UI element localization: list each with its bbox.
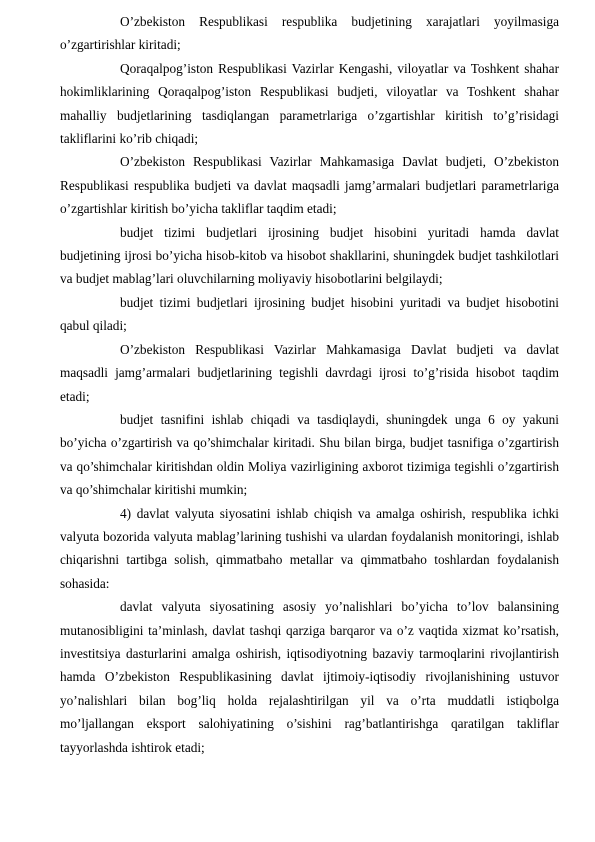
paragraph-1: O’zbekiston Respublikasi respublika budjetining xarajatlari yoyilmasiga o’zgartirishlar kiritadi; bbox=[60, 14, 559, 53]
paragraph-2: Qoraqalpog’iston Respublikasi Vazirlar Kengashi, viloyatlar va Toshkent shahar hokimliklarining Qoraqalpog’iston Respublikasi budjeti, viloyatlar va Toshkent shahar mahalliy budjetlarining tasdiqlangan parametrlariga o’zgartishlar kiritish to’g’risidagi takliflarini ko’rib chiqadi; bbox=[60, 60, 559, 147]
paragraph-8: 4) davlat valyuta siyosatini ishlab chiqish va amalga oshirish, respublika ichki valyuta bozorida valyuta mablag’larining tushishi va ulardan foydalanish monitoringi, ishlab chiqarishni tartibga solish, qimmatbaho metallar va qimmatbaho toshlardan foydalanish sohasida: bbox=[60, 505, 559, 591]
paragraph-7: budjet tasnifini ishlab chiqadi va tasdiqlaydi, shuningdek unga 6 oy yakuni bo’yicha o’zgartirish va qo’shimchalar kiritadi. Shu bilan birga, budjet tasnifiga o’zgartirish va qo’shimchalar kiritishdan oldin Moliya vazirligining axborot tizimiga tegishli o’zgartirish va qo’shimchalar kiritishi mumkin; bbox=[60, 411, 559, 498]
paragraph-9: davlat valyuta siyosatining asosiy yo’nalishlari bo’yicha to’lov balansining mutanosibligini ta’minlash, davlat tashqi qarziga barqaror va o’z vaqtida xizmat ko’rsatish, investitsiya dasturlarini amalga oshirish, iqtisodiyotning bazaviy tarmoqlarini rivojlantirish hamda O’zbekiston Respublikasining davlat ijtimoiy-iqtisodiy rivojlanishining ustuvor yo’nalishlari bilan bog’liq holda rejalashtirilgan yil va o’rta muddatli istiqbolga mo’ljallangan eksport salohiyatining o’sishini rag’batlantirishga qaratilgan takliflar tayyorlashda ishtirok etadi; bbox=[60, 599, 559, 755]
paragraph-4: budjet tizimi budjetlari ijrosining budjet hisobini yuritadi hamda davlat budjetining ijrosi bo’yicha hisob-kitob va hisobot shakllarini, shuningdek budjet tashkilotlari va budjet mablag’lari oluvchilarning moliyaviy hisobotlarini belgilaydi; bbox=[60, 224, 559, 287]
paragraph-3: O’zbekiston Respublikasi Vazirlar Mahkamasiga Davlat budjeti, O’zbekiston Respublikasi respublika budjeti va davlat maqsadli jamg’armalari budjetlari parametrlariga o’zgartishlar kiritish bo’yicha takliflar taqdim etadi; bbox=[60, 154, 559, 217]
paragraph-6: O’zbekiston Respublikasi Vazirlar Mahkamasiga Davlat budjeti va davlat maqsadli jamg’armalari budjetlarining tegishli davrdagi ijrosi to’g’risida hisobot taqdim etadi; bbox=[60, 341, 559, 404]
document-page bbox=[60, 10, 559, 759]
paragraph-5: budjet tizimi budjetlari ijrosining budjet hisobini yuritadi va budjet hisobotini qabul qiladi; bbox=[60, 294, 559, 334]
